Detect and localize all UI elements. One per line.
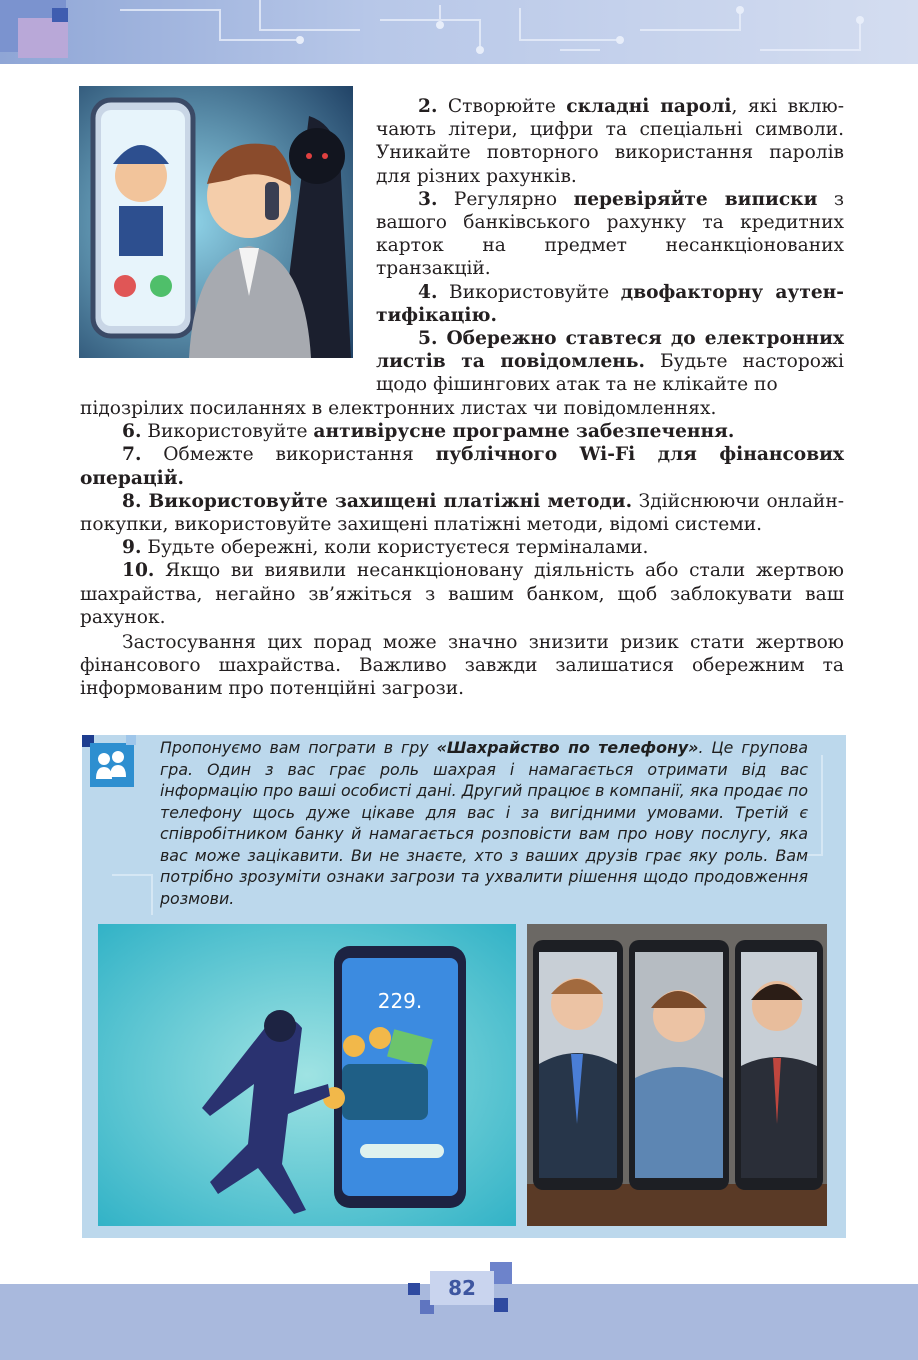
- tip-6: [80, 420, 844, 443]
- tip-text: Створюйте: [437, 96, 567, 117]
- tip-number: 10.: [122, 560, 155, 582]
- header-band: [0, 0, 918, 64]
- three-callers-illustration: [527, 924, 827, 1226]
- tip-text: Використовуйте: [141, 421, 314, 443]
- tip-text: Використовуйте: [437, 281, 621, 303]
- tip-number: 3.: [418, 188, 438, 210]
- page-number: 82: [430, 1271, 494, 1305]
- tip-9: [80, 536, 844, 559]
- tip-10: [80, 559, 844, 629]
- tip-2: [376, 95, 844, 188]
- tip-text: Регулярно: [437, 188, 574, 210]
- tip-4: [376, 281, 844, 327]
- thief-phone-illustration: [98, 924, 516, 1226]
- tip-text: Будьте насторожі щодо фішингових атак та не клікайте по: [376, 351, 845, 396]
- phone-balance: 229.: [377, 989, 423, 1013]
- tip-number: 2.: [418, 96, 438, 117]
- tip-text: з вашого банківського рахунку та кредитних карток на предмет несанкціонованих транзакцій.: [376, 188, 844, 280]
- tip-number: 9.: [122, 537, 142, 559]
- tip-emphasis: двофакторну аутентифікацію.: [376, 281, 844, 326]
- tip-emphasis: публічного Wi-Fi для фінансових операцій.: [80, 444, 844, 489]
- activity-text: [160, 737, 808, 909]
- corner-square: [18, 18, 68, 58]
- group-activity-icon: [82, 735, 138, 791]
- tip-number: 8. Використовуйте захищені платіжні методи.: [122, 490, 633, 512]
- tip-5: [376, 327, 844, 397]
- tip-text: Здійснюючи онлайн-покупки, використовуйте захищені платіжні методи, відомі системи.: [80, 490, 844, 536]
- tip-5-continuation: підозрілих посиланнях в електронних листах чи повідомленнях.: [80, 398, 717, 419]
- tip-number: 4.: [418, 281, 438, 303]
- tip-7: [80, 443, 844, 489]
- tip-number: 7.: [122, 444, 142, 466]
- tip-text: Обмежте використання: [141, 444, 436, 466]
- tip-text: Будьте обережні, коли користуєтеся терміналами.: [141, 537, 649, 559]
- footer-square: [494, 1298, 508, 1312]
- tip-text: Якщо ви виявили несанкціоновану діяльність або стали жертвою шахрайства, негайно зв’яжіться з вашим банком, щоб заблокувати ваш рахунок.: [80, 560, 844, 628]
- conclusion-paragraph: Застосування цих порад може значно знизити ризик стати жертвою фінансового шахрайства. Важливо завжди залишатися обережним та інформованим про потенційні загрози.: [80, 632, 844, 700]
- activity-intro: Пропонуємо вам пограти в гру: [160, 738, 437, 757]
- tip-8: [80, 490, 844, 536]
- circuit-pattern: [0, 0, 918, 64]
- tip-emphasis: перевіряйте виписки: [573, 188, 818, 210]
- tip-number: 6.: [122, 421, 142, 443]
- activity-description: . Це групова гра. Один з вас грає роль шахрая і намагається отримати від вас інформацію про ваші особисті дані. Другий працює в компанії, яка продає по телефону щось дуже цікаве для вас і за вигідними умовами. Третій є співробітником банку й намагається розповісти вам про нову послугу, яка вас може зацікавити. Ви не знаєте, хто з ваших друзів грає яку роль. Вам потрібно зрозуміти ознаки загрози та ухвалити рішення щодо продовження розмови.: [160, 738, 808, 908]
- tip-text: , які включають літери, цифри та спеціальні символи. Уникайте повторного використання паролів для різних рахунків.: [376, 96, 844, 187]
- phone-call-illustration: [79, 86, 353, 358]
- tip-3: [376, 188, 844, 281]
- footer-square: [408, 1283, 420, 1295]
- tip-emphasis: складні паролі: [566, 96, 732, 117]
- corner-square: [52, 8, 68, 22]
- tip-number: 5. Обережно ставтеся до електронних листів та повідомлень.: [376, 328, 844, 373]
- tip-emphasis: антивірусне програмне забезпечення.: [313, 421, 735, 443]
- game-title: «Шахрайство по телефону»: [436, 738, 699, 757]
